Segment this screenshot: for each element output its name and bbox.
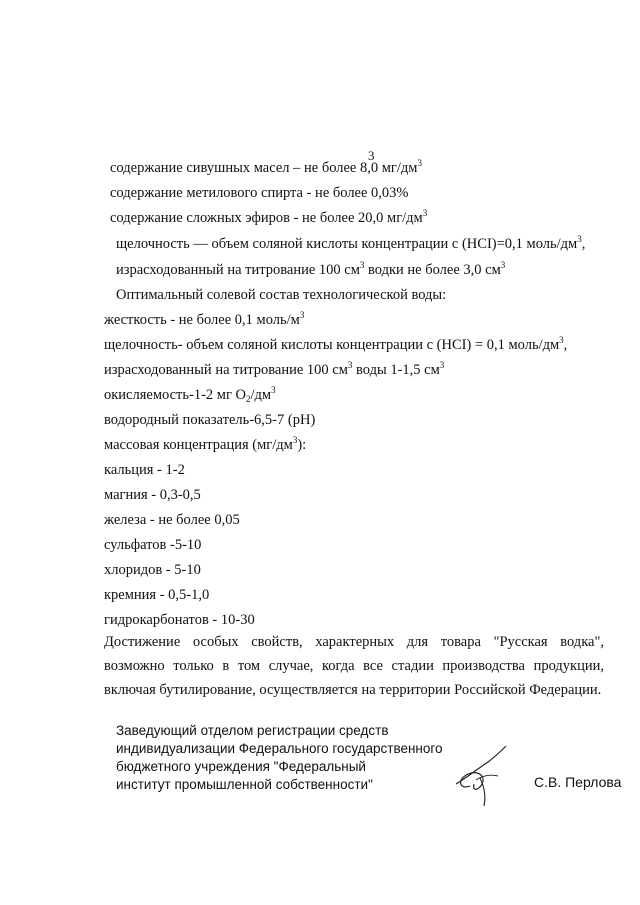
signature-line-1: Заведующий отделом регистрации средств bbox=[116, 723, 389, 738]
signature-line-3: бюджетного учреждения "Федеральный bbox=[116, 759, 366, 774]
alkalinity-cont-line: израсходованный на титрование 100 $см^3$ водки не более 3,0 $см^3$ bbox=[116, 260, 506, 278]
chlorides-line: хлоридов - 5-10 bbox=[104, 562, 201, 578]
oxidizability-line: окисляемость-1-2 мг $О_2/дм^3$ bbox=[104, 385, 276, 404]
hardness-line: жесткость - не более 0,1 моль/$м^3$ bbox=[104, 310, 305, 328]
mass-concentration-line: массовая концентрация $(мг/дм^3)$: bbox=[104, 435, 307, 453]
fusel-oil-line: содержание сивушных масел – не более 8,0 $мг/дм^3$ bbox=[110, 158, 422, 176]
page-number: 3 bbox=[368, 148, 375, 163]
water-alkalinity-cont-line: израсходованный на титрование 100 $см^3$ воды 1-1,5 $см^3$ bbox=[104, 360, 445, 378]
signature-block bbox=[116, 722, 443, 794]
salt-composition-title: Оптимальный солевой состав технологической воды: bbox=[116, 287, 447, 303]
esters-line: содержание сложных эфиров - не более 20,0 $мг/дм^3$ bbox=[110, 208, 428, 226]
water-alkalinity-line: щелочность- объем соляной кислоты концентрации с (HCI) = 0,1 моль/$дм^3$, bbox=[104, 335, 568, 353]
bicarbonates-line: гидрокарбонатов - 10-30 bbox=[104, 612, 255, 628]
magnesium-line: магния - 0,3-0,5 bbox=[104, 487, 201, 503]
conclusion-paragraph: Достижение особых свойств, характерных для товара "Русская водка", возможно только в том случае, когда все стадии производства продукции, включая бутилирование, осуществляется на территории Российской Федерации. bbox=[104, 634, 604, 698]
silicon-line: кремния - 0,5-1,0 bbox=[104, 587, 210, 603]
alkalinity-line: щелочность — объем соляной кислоты концентрации с (HCI)=0,1 моль/$дм^3$, bbox=[116, 234, 586, 252]
signature-line-2: индивидуализации Федерального государственного bbox=[116, 741, 443, 756]
iron-line: железа - не более 0,05 bbox=[104, 512, 240, 528]
signature-line-4: институт промышленной собственности" bbox=[116, 777, 373, 792]
calcium-line: кальция - 1-2 bbox=[104, 462, 185, 478]
methyl-line: содержание метилового спирта - не более 0,03% bbox=[110, 185, 409, 201]
ph-line: водородный показатель-6,5-7 (рН) bbox=[104, 412, 316, 428]
signatory-name: С.В. Перлова bbox=[534, 774, 622, 790]
handwritten-signature bbox=[446, 740, 516, 810]
sulfates-line: сульфатов -5-10 bbox=[104, 537, 202, 553]
